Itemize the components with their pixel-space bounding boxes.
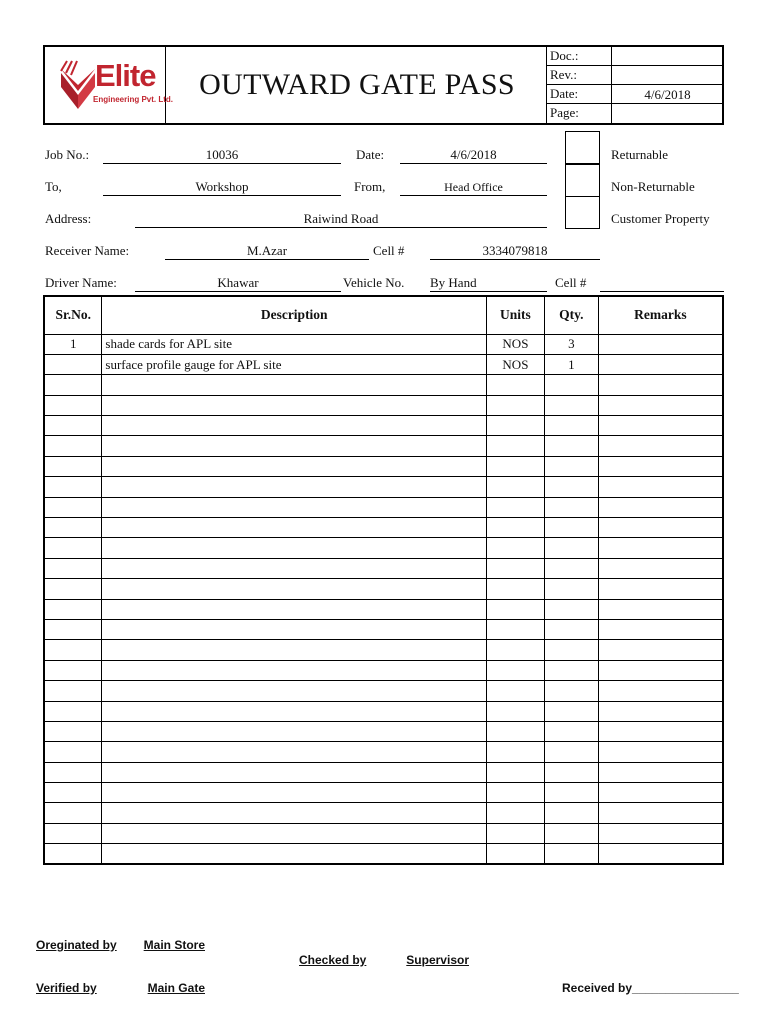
checked-by-label: Checked by xyxy=(299,953,367,967)
returnable-checkbox[interactable] xyxy=(565,131,600,164)
cell-units[interactable] xyxy=(486,538,544,558)
cell-description[interactable] xyxy=(102,803,487,823)
table-row xyxy=(44,416,723,436)
document-meta xyxy=(546,47,722,123)
meta-page-value[interactable] xyxy=(611,104,723,123)
cell-units[interactable] xyxy=(486,599,544,619)
address-label: Address: xyxy=(45,211,92,226)
cell-description[interactable] xyxy=(102,701,487,721)
cell-qty[interactable] xyxy=(544,803,598,823)
table-row xyxy=(44,844,723,864)
returnable-label: Returnable xyxy=(611,147,669,162)
meta-date-label: Date: xyxy=(550,86,579,101)
cell-units[interactable] xyxy=(486,416,544,436)
cell-description[interactable] xyxy=(102,721,487,741)
meta-doc-value[interactable] xyxy=(611,47,723,66)
cell2-field[interactable] xyxy=(600,275,724,292)
driver-name-label: Driver Name: xyxy=(45,275,117,290)
cell-description[interactable]: surface profile gauge for APL site xyxy=(102,354,487,374)
cell-units[interactable] xyxy=(486,456,544,476)
table-row xyxy=(44,660,723,680)
cell-srno[interactable]: 1 xyxy=(44,334,102,354)
cell-qty[interactable] xyxy=(544,436,598,456)
cell-srno[interactable] xyxy=(44,721,102,741)
col-header-remarks: Remarks xyxy=(598,296,723,334)
cell-srno[interactable] xyxy=(44,681,102,701)
table-row xyxy=(44,518,723,538)
cell-srno[interactable] xyxy=(44,558,102,578)
cell-srno[interactable] xyxy=(44,579,102,599)
receiver-name-label: Receiver Name: xyxy=(45,243,130,258)
cell-description[interactable] xyxy=(102,558,487,578)
cell-description[interactable] xyxy=(102,742,487,762)
company-logo xyxy=(45,47,174,123)
cell-qty[interactable] xyxy=(544,742,598,762)
meta-rev-label: Rev.: xyxy=(550,67,577,82)
cell-description[interactable] xyxy=(102,395,487,415)
cell-description[interactable] xyxy=(102,660,487,680)
cell-description[interactable] xyxy=(102,823,487,843)
table-row xyxy=(44,762,723,782)
cell-description[interactable] xyxy=(102,640,487,660)
cell-srno[interactable] xyxy=(44,660,102,680)
cell-srno[interactable] xyxy=(44,599,102,619)
col-header-description: Description xyxy=(102,296,487,334)
elite-logo-mark-icon xyxy=(59,59,97,111)
table-row xyxy=(44,640,723,660)
received-by-label[interactable]: Received by________________ xyxy=(562,981,739,995)
table-row xyxy=(44,334,723,354)
cell-qty[interactable] xyxy=(544,558,598,578)
cell2-label: Cell # xyxy=(555,275,587,290)
cell-qty[interactable] xyxy=(544,783,598,803)
customer-property-checkbox[interactable] xyxy=(565,196,600,229)
cell-remarks[interactable] xyxy=(598,579,723,599)
cell-units[interactable] xyxy=(486,844,544,864)
cell-qty[interactable] xyxy=(544,660,598,680)
cell-units[interactable] xyxy=(486,619,544,639)
cell-units[interactable] xyxy=(486,721,544,741)
cell-remarks[interactable] xyxy=(598,477,723,497)
cell-qty[interactable] xyxy=(544,619,598,639)
cell-remarks[interactable] xyxy=(598,823,723,843)
cell-remarks[interactable] xyxy=(598,762,723,782)
table-row xyxy=(44,619,723,639)
cell-remarks[interactable] xyxy=(598,456,723,476)
cell-srno[interactable] xyxy=(44,762,102,782)
cell-remarks[interactable] xyxy=(598,395,723,415)
cell-remarks[interactable] xyxy=(598,436,723,456)
table-row xyxy=(44,742,723,762)
from-label: From, xyxy=(354,179,386,194)
cell-units[interactable]: NOS xyxy=(486,354,544,374)
cell-units[interactable] xyxy=(486,497,544,517)
table-row xyxy=(44,681,723,701)
meta-doc-label: Doc.: xyxy=(550,48,579,63)
cell-qty[interactable] xyxy=(544,721,598,741)
cell-description[interactable]: shade cards for APL site xyxy=(102,334,487,354)
date-field[interactable]: 4/6/2018 xyxy=(400,147,547,164)
cell-srno[interactable] xyxy=(44,538,102,558)
cell-description[interactable] xyxy=(102,783,487,803)
cell-units[interactable] xyxy=(486,803,544,823)
checked-by-value[interactable]: Supervisor xyxy=(406,953,469,967)
table-row xyxy=(44,823,723,843)
cell-remarks[interactable] xyxy=(598,558,723,578)
cell-units[interactable] xyxy=(486,477,544,497)
table-row xyxy=(44,558,723,578)
table-row xyxy=(44,783,723,803)
job-no-field[interactable]: 10036 xyxy=(103,147,341,164)
form-title: OUTWARD GATE PASS xyxy=(199,68,515,101)
col-header-units: Units xyxy=(486,296,544,334)
logo-brand: Elite xyxy=(95,58,156,93)
cell-description[interactable] xyxy=(102,681,487,701)
cell-srno[interactable] xyxy=(44,354,102,374)
cell-units[interactable] xyxy=(486,742,544,762)
header-box xyxy=(43,45,724,125)
cell-qty[interactable] xyxy=(544,416,598,436)
col-header-qty: Qty. xyxy=(544,296,598,334)
table-row xyxy=(44,375,723,395)
vehicle-no-label: Vehicle No. xyxy=(343,275,405,290)
cell-units[interactable] xyxy=(486,660,544,680)
cell-srno[interactable] xyxy=(44,742,102,762)
meta-page xyxy=(547,104,723,123)
cell-qty[interactable]: 1 xyxy=(544,354,598,374)
cell-srno[interactable] xyxy=(44,823,102,843)
cell-description[interactable] xyxy=(102,416,487,436)
verified-by-value[interactable]: Main Gate xyxy=(147,981,205,995)
cell-remarks[interactable] xyxy=(598,416,723,436)
cell-srno[interactable] xyxy=(44,619,102,639)
driver-name-field[interactable]: Khawar xyxy=(135,275,341,292)
cell-qty[interactable] xyxy=(544,497,598,517)
cell-remarks[interactable] xyxy=(598,619,723,639)
col-header-srno: Sr.No. xyxy=(44,296,102,334)
table-row xyxy=(44,436,723,456)
table-row xyxy=(44,497,723,517)
cell-remarks[interactable] xyxy=(598,375,723,395)
cell-remarks[interactable] xyxy=(598,681,723,701)
cell-srno[interactable] xyxy=(44,844,102,864)
cell-qty[interactable] xyxy=(544,823,598,843)
cell-qty[interactable] xyxy=(544,640,598,660)
table-row xyxy=(44,599,723,619)
cell-units[interactable] xyxy=(486,395,544,415)
cell-description[interactable] xyxy=(102,844,487,864)
cell-units[interactable]: NOS xyxy=(486,334,544,354)
cell-description[interactable] xyxy=(102,456,487,476)
verified-by-label: Verified by xyxy=(36,981,97,995)
meta-date xyxy=(547,85,723,104)
cell-description[interactable] xyxy=(102,579,487,599)
table-body xyxy=(44,334,723,864)
table-header-row xyxy=(44,296,723,334)
cell-srno[interactable] xyxy=(44,497,102,517)
cell-units[interactable] xyxy=(486,518,544,538)
cell-srno[interactable] xyxy=(44,518,102,538)
cell-description[interactable] xyxy=(102,375,487,395)
cell-srno[interactable] xyxy=(44,783,102,803)
table-row xyxy=(44,721,723,741)
cell-remarks[interactable] xyxy=(598,742,723,762)
cell-qty[interactable] xyxy=(544,681,598,701)
table-row xyxy=(44,477,723,497)
cell-qty[interactable] xyxy=(544,844,598,864)
table-row xyxy=(44,354,723,374)
cell-units[interactable] xyxy=(486,375,544,395)
logo-subtitle: Engineering Pvt. Ltd. xyxy=(93,95,174,104)
cell-remarks[interactable] xyxy=(598,640,723,660)
cell-description[interactable] xyxy=(102,497,487,517)
to-field[interactable]: Workshop xyxy=(103,179,341,196)
table-row xyxy=(44,538,723,558)
meta-page-label: Page: xyxy=(550,105,579,120)
customer-property-label: Customer Property xyxy=(611,211,710,226)
cell-srno[interactable] xyxy=(44,477,102,497)
cell-remarks[interactable] xyxy=(598,721,723,741)
cell-description[interactable] xyxy=(102,599,487,619)
cell-srno[interactable] xyxy=(44,375,102,395)
cell-remarks[interactable] xyxy=(598,497,723,517)
cell-remarks[interactable] xyxy=(598,518,723,538)
cell-units[interactable] xyxy=(486,436,544,456)
cell-qty[interactable] xyxy=(544,477,598,497)
meta-date-value[interactable]: 4/6/2018 xyxy=(611,85,723,104)
table-row xyxy=(44,456,723,476)
meta-doc xyxy=(547,47,723,66)
cell-description[interactable] xyxy=(102,762,487,782)
cell-srno[interactable] xyxy=(44,456,102,476)
cell-remarks[interactable] xyxy=(598,660,723,680)
cell-srno[interactable] xyxy=(44,701,102,721)
originated-by-value[interactable]: Main Store xyxy=(143,938,205,952)
cell-units[interactable] xyxy=(486,681,544,701)
cell-qty[interactable] xyxy=(544,701,598,721)
cell-description[interactable] xyxy=(102,518,487,538)
cell-remarks[interactable] xyxy=(598,334,723,354)
cell-qty[interactable] xyxy=(544,762,598,782)
cell-remarks[interactable] xyxy=(598,599,723,619)
address-field[interactable]: Raiwind Road xyxy=(135,211,547,228)
cell-remarks[interactable] xyxy=(598,701,723,721)
cell-qty[interactable] xyxy=(544,579,598,599)
cell-qty[interactable] xyxy=(544,538,598,558)
cell-qty[interactable] xyxy=(544,599,598,619)
receiver-name-field[interactable]: M.Azar xyxy=(165,243,369,260)
cell-field[interactable]: 3334079818 xyxy=(430,243,600,260)
meta-rev-value[interactable] xyxy=(611,66,723,85)
originated-by-label: Oreginated by xyxy=(36,938,117,952)
cell-units[interactable] xyxy=(486,579,544,599)
items-table xyxy=(43,295,724,865)
cell-description[interactable] xyxy=(102,619,487,639)
cell-units[interactable] xyxy=(486,762,544,782)
cell-units[interactable] xyxy=(486,701,544,721)
job-no-label: Job No.: xyxy=(45,147,90,162)
cell-remarks[interactable] xyxy=(598,844,723,864)
cell-description[interactable] xyxy=(102,436,487,456)
to-label: To, xyxy=(45,179,62,194)
cell-srno[interactable] xyxy=(44,640,102,660)
non-returnable-label: Non-Returnable xyxy=(611,179,695,194)
cell-remarks[interactable] xyxy=(598,803,723,823)
cell-remarks[interactable] xyxy=(598,538,723,558)
cell-qty[interactable] xyxy=(544,375,598,395)
table-row xyxy=(44,701,723,721)
cell-label: Cell # xyxy=(373,243,405,258)
cell-srno[interactable] xyxy=(44,395,102,415)
table-row xyxy=(44,803,723,823)
table-row xyxy=(44,395,723,415)
non-returnable-checkbox[interactable] xyxy=(565,164,600,197)
cell-srno[interactable] xyxy=(44,416,102,436)
cell-qty[interactable] xyxy=(544,395,598,415)
cell-qty[interactable] xyxy=(544,456,598,476)
cell-units[interactable] xyxy=(486,640,544,660)
meta-rev xyxy=(547,66,723,85)
cell-remarks[interactable] xyxy=(598,783,723,803)
cell-units[interactable] xyxy=(486,558,544,578)
cell-description[interactable] xyxy=(102,538,487,558)
table-row xyxy=(44,579,723,599)
cell-units[interactable] xyxy=(486,783,544,803)
cell-srno[interactable] xyxy=(44,803,102,823)
cell-srno[interactable] xyxy=(44,436,102,456)
cell-qty[interactable] xyxy=(544,518,598,538)
cell-remarks[interactable] xyxy=(598,354,723,374)
from-field[interactable]: Head Office xyxy=(400,179,547,196)
date-label: Date: xyxy=(356,147,385,162)
cell-units[interactable] xyxy=(486,823,544,843)
vehicle-no-field[interactable]: By Hand xyxy=(430,275,547,292)
cell-description[interactable] xyxy=(102,477,487,497)
cell-qty[interactable]: 3 xyxy=(544,334,598,354)
